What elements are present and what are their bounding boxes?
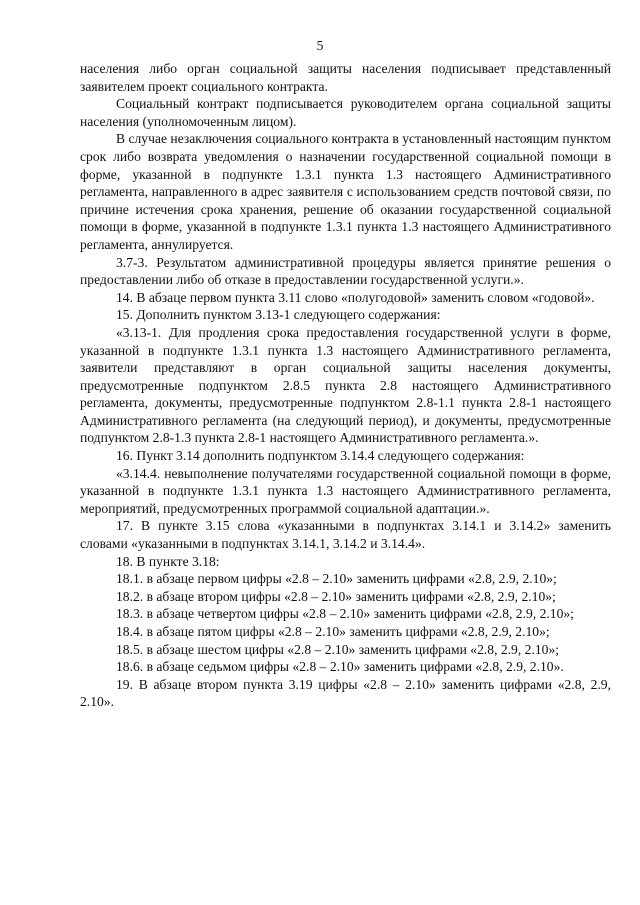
paragraph-3-14-4: «3.14.4. невыполнение получателями государственной социальной помощи в форме, указанной в подпункте 1.3.1 пункта 1.3 настоящего Административного регламента, мероприятий, предусмотренных программой социальной адаптации.». [80,465,611,516]
paragraph-3-7-3: 3.7-3. Результатом административной процедуры является принятие решения о предоставлении либо об отказе в предоставлении государственной услуги.». [80,254,611,288]
paragraph-contract-signing: Социальный контракт подписывается руководителем органа социальной защиты населения (уполномоченным лицом). [80,96,611,129]
paragraph-item-14: 14. В абзаце первом пункта 3.11 слово «полугодовой» заменить словом «годовой». [116,289,595,305]
paragraph-item-18-1: 18.1. в абзаце первом цифры «2.8 – 2.10» заменить цифрами «2.8, 2.9, 2.10»; [116,571,557,587]
paragraph-item-16: 16. Пункт 3.14 дополнить подпунктом 3.14.4 следующего содержания: [116,448,525,464]
paragraph-item-18-6: 18.6. в абзаце седьмом цифры «2.8 – 2.10» заменить цифрами «2.8, 2.9, 2.10». [116,659,564,675]
paragraph-contract-annulment: В случае незаключения социального контракта в установленный настоящим пунктом срок либо возврата уведомления о назначении государственной социальной помощи в форме, указанной в подпункте 1.3.1 пункта 1.3 настоящего Административного регламента, направленного в адрес заявителя с использованием средств почтовой связи, по причине истечения срока хранения, решение об оказании государственной социальной помощи в форме, указанной в подпункте 1.3.1 пункта 1.3 настоящего Административного регламента, аннулируется. [80,131,611,252]
paragraph-item-17: 17. В пункте 3.15 слова «указанными в подпунктах 3.14.1 и 3.14.2» заменить словами «указанными в подпунктах 3.14.1, 3.14.2 и 3.14.4». [80,518,611,552]
paragraph-item-18-2: 18.2. в абзаце втором цифры «2.8 – 2.10» заменить цифрами «2.8, 2.9, 2.10»; [116,588,556,604]
paragraph-item-18-5: 18.5. в абзаце шестом цифры «2.8 – 2.10» заменить цифрами «2.8, 2.9, 2.10»; [116,641,560,657]
paragraph-item-19: 19. В абзаце втором пункта 3.19 цифры «2.8 – 2.10» заменить цифрами «2.8, 2.9, 2.10». [80,676,611,710]
paragraph-item-18: 18. В пункте 3.18: [116,553,220,569]
paragraph-3-13-1: «3.13-1. Для продления срока предоставления государственной услуги в форме, указанной в подпункте 1.3.1 пункта 1.3 настоящего Административного регламента, заявители представляют в орган социальной защиты населения документы, предусмотренные подпунктом 2.8.5 пункта 2.8 настоящего Административного регламента, документы, предусмотренные подпунктом 2.8-1.1 пункта 2.8-1 настоящего Административного регламента (на следующий период), и документы, предусмотренные подпунктом 2.8-1.3 пункта 2.8-1 настоящего Административного регламента.». [80,324,611,446]
paragraph-item-18-3: 18.3. в абзаце четвертом цифры «2.8 – 2.10» заменить цифрами «2.8, 2.9, 2.10»; [116,606,574,622]
paragraph-continuation: населения либо орган социальной защиты населения подписывает представленный заявителем проект социального контракта. [80,61,611,94]
document-body [80,60,611,711]
paragraph-item-18-4: 18.4. в абзаце пятом цифры «2.8 – 2.10» заменить цифрами «2.8, 2.9, 2.10»; [116,624,550,639]
paragraph-item-15: 15. Дополнить пунктом 3.13-1 следующего содержания: [116,307,441,323]
page-number: 5 [316,38,324,53]
